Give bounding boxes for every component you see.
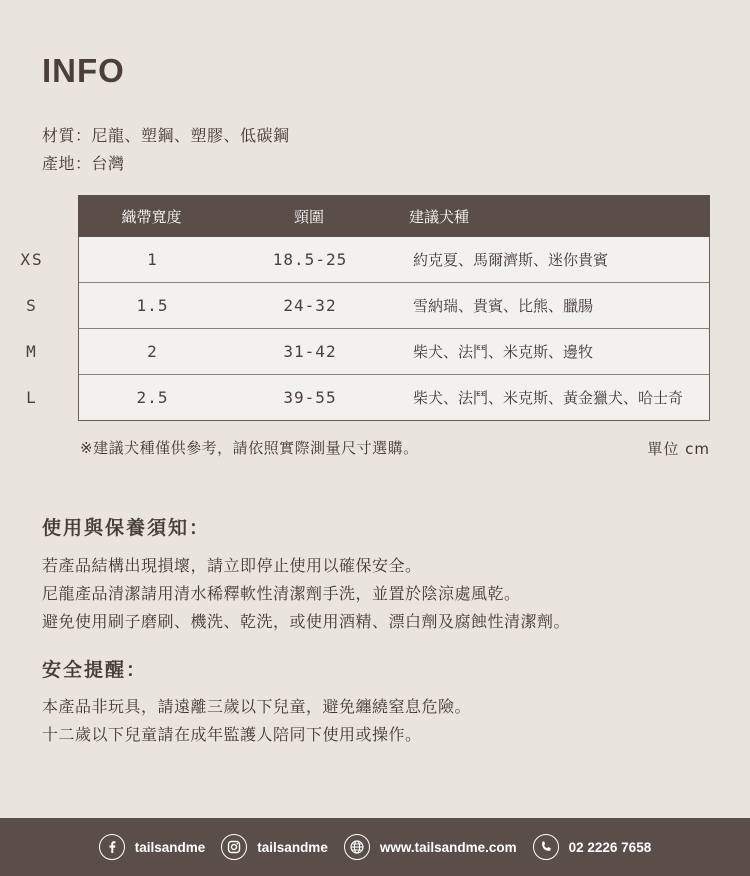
size-label: S: [26, 296, 38, 315]
table-header: [78, 195, 710, 237]
size-label: L: [26, 388, 38, 407]
care-line: 尼龍產品清潔請用清水稀釋軟性清潔劑手洗，並置於陰涼處風乾。: [42, 584, 521, 603]
origin-text: 產地：台灣: [42, 154, 125, 173]
safety-line: 十二歲以下兒童請在成年監護人陪同下使用或操作。: [42, 725, 422, 744]
instagram-link[interactable]: [221, 834, 328, 860]
size-label: M: [26, 342, 38, 361]
unit-label: 單位 cm: [647, 440, 710, 458]
care-title: 使用與保養須知：: [42, 517, 211, 539]
website-url: www.tailsandme.com: [379, 839, 517, 855]
material-text: 材質：尼龍、塑鋼、塑膠、低碳鋼: [42, 126, 290, 145]
product-meta: [42, 122, 290, 178]
care-line: 若產品結構出現損壞，請立即停止使用以確保安全。: [42, 556, 422, 575]
care-text: [42, 552, 570, 636]
facebook-handle: tailsandme: [134, 839, 206, 855]
facebook-icon: [99, 834, 125, 860]
table-note: ※建議犬種僅供參考，請依照實際測量尺寸選購。: [80, 439, 419, 457]
neck-cell: 31-42: [283, 342, 337, 361]
care-line: 避免使用刷子磨刷、機洗、乾洗，或使用酒精、漂白劑及腐蝕性清潔劑。: [42, 612, 571, 631]
width-cell: 1.5: [136, 296, 169, 315]
header-breeds: 建議犬種: [409, 207, 470, 226]
phone-icon: [533, 834, 559, 860]
instagram-icon: [221, 834, 247, 860]
facebook-link[interactable]: [99, 834, 206, 860]
width-cell: 1: [147, 250, 158, 269]
header-neck: 頸圍: [293, 207, 324, 226]
breeds-cell: 雪納瑞、貴賓、比熊、臘腸: [413, 297, 594, 315]
page-title: INFO: [42, 52, 125, 89]
safety-line: 本產品非玩具，請遠離三歲以下兒童，避免纏繞窒息危險。: [42, 697, 472, 716]
instagram-handle: tailsandme: [257, 839, 328, 855]
breeds-cell: 柴犬、法鬥、米克斯、黃金獵犬、哈士奇: [413, 389, 684, 407]
safety-text: [42, 693, 471, 749]
website-link[interactable]: [344, 834, 517, 860]
globe-icon: [344, 834, 370, 860]
width-cell: 2: [147, 342, 158, 361]
neck-cell: 18.5-25: [272, 250, 348, 269]
header-width: 織帶寬度: [121, 207, 182, 226]
table-row: [20, 237, 710, 283]
table-row: [26, 375, 710, 421]
safety-title: 安全提醒：: [42, 659, 148, 681]
width-cell: 2.5: [136, 388, 169, 407]
breeds-cell: 約克夏、馬爾濟斯、迷你貴賓: [413, 251, 609, 269]
breeds-cell: 柴犬、法鬥、米克斯、邊牧: [413, 343, 594, 361]
phone-link[interactable]: [533, 834, 652, 860]
size-label: XS: [20, 250, 44, 269]
neck-cell: 39-55: [283, 388, 337, 407]
neck-cell: 24-32: [283, 296, 337, 315]
table-row: [26, 329, 710, 375]
phone-number: 02 2226 7658: [568, 839, 652, 855]
table-row: [26, 283, 710, 329]
footer-bar: [0, 818, 750, 876]
size-table: [20, 195, 710, 421]
